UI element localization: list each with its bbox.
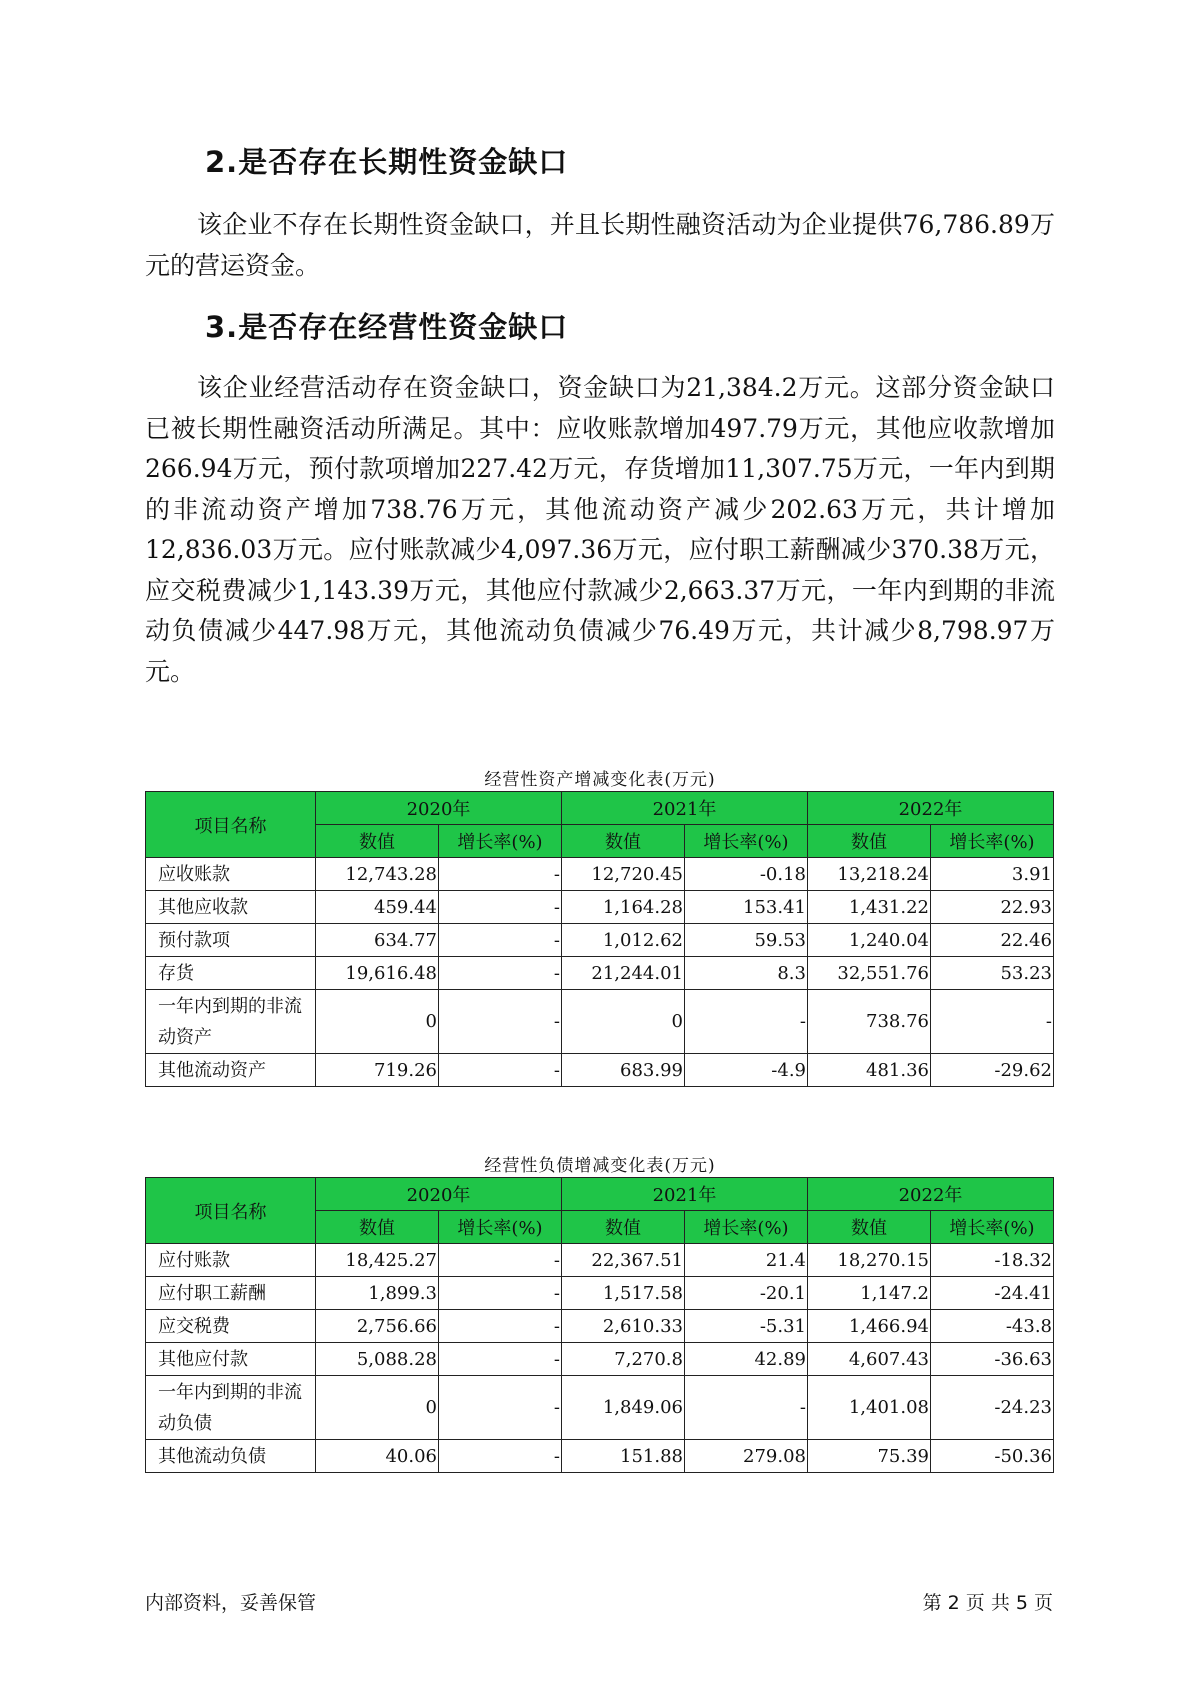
value-cell: 0	[316, 990, 439, 1054]
growth-rate-cell: -	[931, 990, 1054, 1054]
row-item-name: 存货	[146, 957, 316, 990]
value-cell: 19,616.48	[316, 957, 439, 990]
value-header: 数值	[562, 825, 685, 858]
year-header: 2022年	[808, 792, 1054, 825]
value-cell: 1,849.06	[562, 1376, 685, 1440]
growth-rate-cell: -	[439, 1277, 562, 1310]
growth-rate-cell: 53.23	[931, 957, 1054, 990]
liabilities-table-caption: 经营性负债增减变化表(万元)	[484, 1156, 716, 1176]
value-cell: 40.06	[316, 1440, 439, 1473]
value-cell: 13,218.24	[808, 858, 931, 891]
value-cell: 18,270.15	[808, 1244, 931, 1277]
growth-rate-cell: -24.23	[931, 1376, 1054, 1440]
table-row	[146, 957, 1054, 990]
table-row	[146, 924, 1054, 957]
row-item-name: 应交税费	[146, 1310, 316, 1343]
value-cell: 5,088.28	[316, 1343, 439, 1376]
growth-rate-cell: -20.1	[685, 1277, 808, 1310]
growth-rate-cell: -	[439, 1310, 562, 1343]
value-cell: 32,551.76	[808, 957, 931, 990]
growth-header: 增长率(%)	[439, 825, 562, 858]
value-header: 数值	[316, 825, 439, 858]
value-cell: 481.36	[808, 1054, 931, 1087]
growth-rate-cell: -4.9	[685, 1054, 808, 1087]
row-item-name: 其他应收款	[146, 891, 316, 924]
growth-rate-cell: 42.89	[685, 1343, 808, 1376]
table-row	[146, 990, 1054, 1054]
growth-rate-cell: 8.3	[685, 957, 808, 990]
value-cell: 1,164.28	[562, 891, 685, 924]
year-header: 2021年	[562, 792, 808, 825]
growth-rate-cell: -	[439, 957, 562, 990]
growth-rate-cell: -	[439, 924, 562, 957]
value-header: 数值	[808, 1211, 931, 1244]
growth-header: 增长率(%)	[439, 1211, 562, 1244]
table-body	[146, 858, 1054, 1087]
value-cell: 1,240.04	[808, 924, 931, 957]
footer-confidential-note: 内部资料，妥善保管	[145, 1592, 317, 1614]
growth-rate-cell: -	[439, 1376, 562, 1440]
section-3-heading: 3.是否存在经营性资金缺口	[205, 310, 569, 344]
value-cell: 634.77	[316, 924, 439, 957]
section-3-paragraph: 该企业经营活动存在资金缺口，资金缺口为21,384.2万元。这部分资金缺口已被长期性融资活动所满足。其中：应收账款增加497.79万元，其他应收款增加266.94万元，预付款项增加227.42万元，存货增加11,307.75万元，一年内到期的非流动资产增加738.76万元，其他流动资产减少202.63万元，共计增加12,836.03万元。应付账款减少4,097.36万元，应付职工薪酬减少370.38万元，应交税费减少1,143.39万元，其他应付款减少2,663.37万元，一年内到期的非流动负债减少447.98万元，其他流动负债减少76.49万元，共计减少8,798.97万元。	[145, 373, 1055, 686]
value-cell: 683.99	[562, 1054, 685, 1087]
table-body	[146, 1244, 1054, 1473]
value-cell: 12,720.45	[562, 858, 685, 891]
growth-header: 增长率(%)	[685, 825, 808, 858]
growth-rate-cell: -43.8	[931, 1310, 1054, 1343]
growth-header: 增长率(%)	[931, 1211, 1054, 1244]
growth-rate-cell: -29.62	[931, 1054, 1054, 1087]
table-row	[146, 858, 1054, 891]
growth-rate-cell: 22.46	[931, 924, 1054, 957]
growth-rate-cell: -50.36	[931, 1440, 1054, 1473]
value-cell: 1,012.62	[562, 924, 685, 957]
row-item-name: 其他流动负债	[146, 1440, 316, 1473]
row-item-name: 一年内到期的非流动负债	[146, 1376, 316, 1440]
year-header: 2020年	[316, 1178, 562, 1211]
value-cell: 0	[562, 990, 685, 1054]
section-2-paragraph: 该企业不存在长期性资金缺口，并且长期性融资活动为企业提供76,786.89万元的营运资金。	[145, 210, 1055, 280]
growth-rate-cell: 59.53	[685, 924, 808, 957]
growth-rate-cell: -	[439, 1244, 562, 1277]
row-item-name: 预付款项	[146, 924, 316, 957]
value-cell: 459.44	[316, 891, 439, 924]
year-header: 2021年	[562, 1178, 808, 1211]
growth-rate-cell: 279.08	[685, 1440, 808, 1473]
row-item-name: 其他流动资产	[146, 1054, 316, 1087]
growth-rate-cell: -0.18	[685, 858, 808, 891]
value-cell: 2,610.33	[562, 1310, 685, 1343]
value-cell: 1,431.22	[808, 891, 931, 924]
growth-rate-cell: -	[439, 1054, 562, 1087]
growth-rate-cell: -	[439, 990, 562, 1054]
value-cell: 7,270.8	[562, 1343, 685, 1376]
value-cell: 4,607.43	[808, 1343, 931, 1376]
value-cell: 1,466.94	[808, 1310, 931, 1343]
value-cell: 1,147.2	[808, 1277, 931, 1310]
item-name-header: 项目名称	[146, 1178, 316, 1244]
value-cell: 738.76	[808, 990, 931, 1054]
table-row	[146, 1054, 1054, 1087]
growth-rate-cell: -36.63	[931, 1343, 1054, 1376]
value-header: 数值	[562, 1211, 685, 1244]
value-cell: 75.39	[808, 1440, 931, 1473]
footer-page-number: 第 2 页 共 5 页	[922, 1592, 1053, 1614]
growth-rate-cell: -24.41	[931, 1277, 1054, 1310]
value-header: 数值	[808, 825, 931, 858]
value-cell: 1,401.08	[808, 1376, 931, 1440]
value-cell: 1,517.58	[562, 1277, 685, 1310]
liabilities-table	[145, 1177, 1054, 1473]
year-header: 2020年	[316, 792, 562, 825]
table-row	[146, 1343, 1054, 1376]
value-cell: 151.88	[562, 1440, 685, 1473]
growth-rate-cell: 21.4	[685, 1244, 808, 1277]
item-name-header: 项目名称	[146, 792, 316, 858]
section-2-heading: 2.是否存在长期性资金缺口	[205, 145, 569, 179]
growth-rate-cell: -5.31	[685, 1310, 808, 1343]
year-header: 2022年	[808, 1178, 1054, 1211]
growth-header: 增长率(%)	[685, 1211, 808, 1244]
assets-table	[145, 791, 1054, 1087]
growth-rate-cell: 22.93	[931, 891, 1054, 924]
growth-rate-cell: -18.32	[931, 1244, 1054, 1277]
growth-rate-cell: 153.41	[685, 891, 808, 924]
table-row	[146, 1277, 1054, 1310]
growth-rate-cell: -	[685, 1376, 808, 1440]
value-cell: 22,367.51	[562, 1244, 685, 1277]
value-cell: 0	[316, 1376, 439, 1440]
value-cell: 719.26	[316, 1054, 439, 1087]
row-item-name: 一年内到期的非流动资产	[146, 990, 316, 1054]
row-item-name: 应收账款	[146, 858, 316, 891]
table-row	[146, 1244, 1054, 1277]
row-item-name: 应付职工薪酬	[146, 1277, 316, 1310]
value-header: 数值	[316, 1211, 439, 1244]
table-row	[146, 1440, 1054, 1473]
growth-rate-cell: -	[439, 1440, 562, 1473]
growth-rate-cell: -	[439, 858, 562, 891]
growth-rate-cell: -	[439, 891, 562, 924]
value-cell: 18,425.27	[316, 1244, 439, 1277]
growth-rate-cell: -	[685, 990, 808, 1054]
growth-rate-cell: 3.91	[931, 858, 1054, 891]
growth-header: 增长率(%)	[931, 825, 1054, 858]
table-row	[146, 891, 1054, 924]
growth-rate-cell: -	[439, 1343, 562, 1376]
row-item-name: 应付账款	[146, 1244, 316, 1277]
value-cell: 2,756.66	[316, 1310, 439, 1343]
value-cell: 21,244.01	[562, 957, 685, 990]
assets-table-caption: 经营性资产增减变化表(万元)	[484, 770, 716, 790]
row-item-name: 其他应付款	[146, 1343, 316, 1376]
table-row	[146, 1310, 1054, 1343]
table-row	[146, 1376, 1054, 1440]
value-cell: 12,743.28	[316, 858, 439, 891]
value-cell: 1,899.3	[316, 1277, 439, 1310]
